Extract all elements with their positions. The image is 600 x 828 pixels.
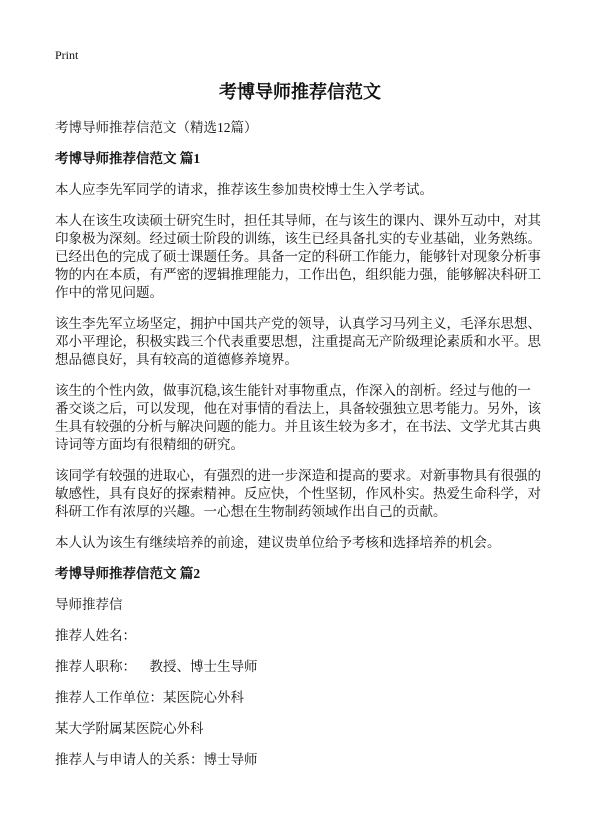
text-line: 已经出色的完成了硕士课题任务。具备一定的科研工作能力，能够针对现象分析事 [55,249,541,264]
paragraph [55,689,545,707]
text-line: 该生的个性内敛，做事沉稳,该生能针对事物重点，作深入的剖析。经过与他的一 [55,383,531,398]
section-heading-2: 考博导师推荐信范文 篇2 [55,566,201,581]
paragraph [55,181,545,199]
text-line: 敏感性，具有良好的探索精神。反应快，个性坚韧，作风朴实。热爱生命科学，对 [55,486,541,501]
text-line: 邓小平理论，积极实践三个代表重要思想，注重提高无产阶级理论素质和水平。思 [55,334,541,349]
text-line: 想品德良好，具有较高的道德修养境界。 [55,352,298,367]
paragraph [55,596,545,614]
text-line: 科研工作有浓厚的兴趣。一心想在生物制药领域作出自己的贡献。 [55,504,447,519]
paragraph [55,658,545,676]
text-line: 本人应李先军同学的请求，推荐该生参加贵校博士生入学考试。 [55,182,433,197]
text-line: 本人认为该生有继续培养的前途，建议贵单位给予考核和选择培养的机会。 [55,535,501,550]
text-line: 该生李先军立场坚定，拥护中国共产党的领导，认真学习马列主义，毛泽东思想、 [55,316,541,331]
text-line: 印象极为深刻。经过硕士阶段的训练，该生已经具备扎实的专业基础，业务熟练。 [55,231,541,246]
text-line: 该同学有较强的进取心，有强烈的进一步深造和提高的要求。对新事物具有很强的 [55,468,541,483]
text-line: 导师推荐信 [55,597,123,612]
text-line: 推荐人与申请人的关系：博士导师 [55,752,258,767]
paragraph [55,382,545,454]
paragraph [55,212,545,302]
paragraph [55,315,545,369]
print-link[interactable]: Print [55,48,79,62]
paragraph [55,467,545,521]
text-line: 作中的常见问题。 [55,285,163,300]
document-subtitle: 考博导师推荐信范文（精选12篇） [55,120,258,135]
document-title: 考博导师推荐信范文 [219,82,381,102]
paragraph [55,534,545,552]
document-body [55,119,545,782]
text-line: 某大学附属某医院心外科 [55,721,204,736]
text-line: 生具有较强的分析与解决问题的能力。并且该生较为多才，在书法、文学尤其古典 [55,419,541,434]
text-line: 推荐人姓名： [55,628,136,643]
text-line: 本人在该生攻读硕士研究生时，担任其导师，在与该生的课内、课外互动中，对其 [55,213,541,228]
paragraph [55,751,545,769]
paragraph [55,720,545,738]
text-line: 物的内在本质，有严密的逻辑推理能力，工作出色，组织能力强，能够解决科研工 [55,267,541,282]
text-line: 诗词等方面均有很精细的研究。 [55,437,244,452]
section-heading-1: 考博导师推荐信范文 篇1 [55,151,201,166]
text-line: 番交谈之后，可以发现，他在对事情的看法上，具备较强独立思考能力。另外，该 [55,401,541,416]
paragraph [55,627,545,645]
text-line: 推荐人工作单位：某医院心外科 [55,690,244,705]
text-line: 推荐人职称： 教授、博士生导师 [55,659,258,674]
